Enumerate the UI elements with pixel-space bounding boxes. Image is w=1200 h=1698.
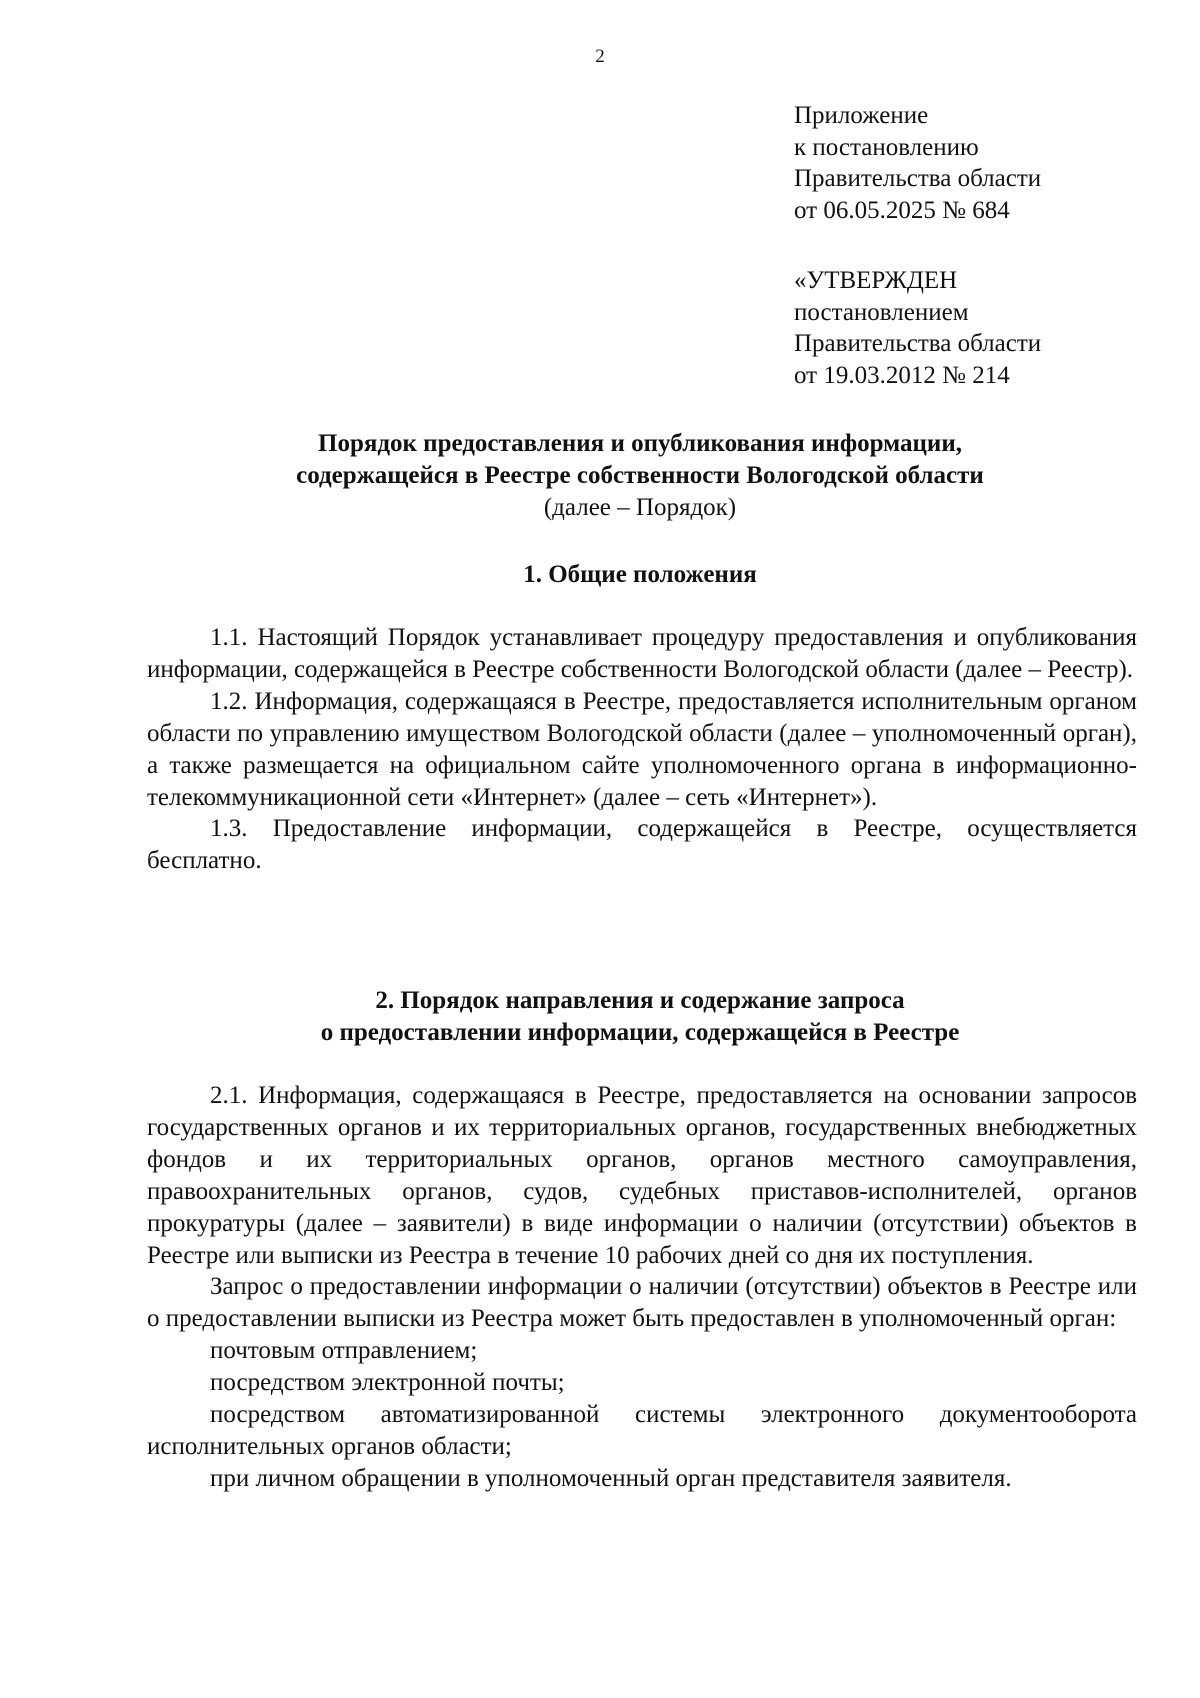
approval-line: от 19.03.2012 № 214 bbox=[794, 361, 1010, 389]
section-heading-line: о предоставлении информации, содержащейся в Реестре bbox=[320, 1019, 960, 1046]
section-2-body bbox=[147, 1080, 1137, 1495]
appendix-line: от 06.05.2025 № 684 bbox=[794, 196, 1010, 224]
appendix-line: Приложение bbox=[794, 102, 929, 129]
paragraph: 1.2. Информация, содержащаяся в Реестре, предоставляется исполнительным органом области по управлению имуществом Вологодской области (далее – уполномоченный орган), а также размещается на официальном сайте уполномоченного органа в информационно-телекоммуникационной сети «Интернет» (далее – сеть «Интернет»). bbox=[147, 687, 1137, 811]
appendix-block bbox=[794, 100, 1041, 226]
list-item: при личном обращении в уполномоченный орган представителя заявителя. bbox=[210, 1464, 1012, 1492]
appendix-line: Правительства области bbox=[794, 165, 1042, 192]
list-item: посредством автоматизированной системы электронного документооборота исполнительных органов области; bbox=[147, 1401, 1137, 1460]
section-heading-line: 2. Порядок направления и содержание запроса bbox=[375, 987, 905, 1014]
approval-block bbox=[794, 265, 1041, 391]
paragraph: Запрос о предоставлении информации о наличии (отсутствии) объектов в Реестре или о предоставлении выписки из Реестра может быть предоставлен в уполномоченный орган: bbox=[147, 1273, 1137, 1333]
paragraph: 2.1. Информация, содержащаяся в Реестре, предоставляется на основании запросов государственных органов и их территориальных органов, государственных внебюджетных фондов и их территориальных органов, органов местного самоуправления, правоохранительных органов, судов, судебных приставов-исполнителей, органов прокуратуры (далее – заявители) в виде информации о наличии (отсутствии) объектов в Реестре или выписки из Реестра в течение 10 рабочих дней со дня их поступления. bbox=[147, 1082, 1137, 1269]
paragraph: 1.1. Настоящий Порядок устанавливает процедуру предоставления и опубликования информации, содержащейся в Реестре собственности Вологодской области (далее – Реестр). bbox=[147, 624, 1137, 683]
document-title bbox=[140, 428, 1140, 524]
approval-line: Правительства области bbox=[794, 330, 1042, 357]
section-heading-line: 1. Общие положения bbox=[523, 561, 757, 588]
appendix-line: к постановлению bbox=[794, 133, 979, 161]
title-subline: (далее – Порядок) bbox=[543, 494, 737, 521]
title-line: содержащейся в Реестре собственности Вологодской области bbox=[296, 462, 984, 489]
section-2-heading bbox=[140, 985, 1140, 1049]
list-item: посредством электронной почты; bbox=[210, 1369, 565, 1397]
section-1-heading bbox=[140, 559, 1140, 591]
section-1-body bbox=[147, 622, 1137, 877]
page-number: 2 bbox=[595, 46, 605, 67]
approval-line: «УТВЕРЖДЕН bbox=[794, 267, 958, 294]
title-line: Порядок предоставления и опубликования информации, bbox=[318, 430, 962, 457]
list-item: почтовым отправлением; bbox=[210, 1337, 478, 1365]
approval-line: постановлением bbox=[794, 298, 969, 326]
paragraph: 1.3. Предоставление информации, содержащейся в Реестре, осуществляется бесплатно. bbox=[147, 815, 1137, 875]
